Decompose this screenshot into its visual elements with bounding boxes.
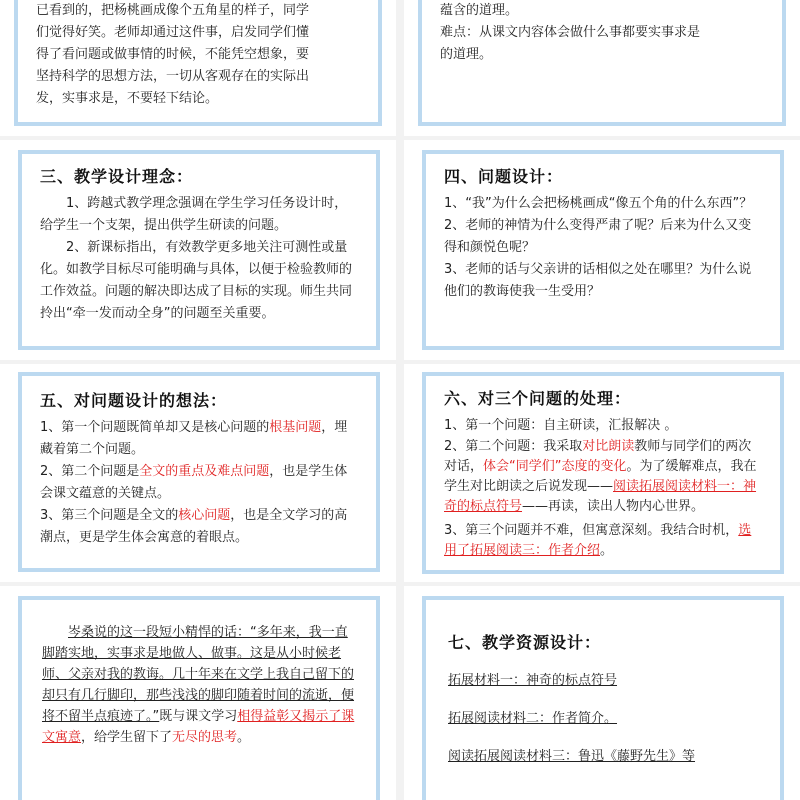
highlight-text: 阅读拓展阅读材料一：神奇的标点符号 [444, 479, 757, 514]
paragraph [444, 437, 762, 517]
slide-bottom-left [0, 586, 396, 800]
text-segment: 。 [600, 543, 614, 558]
card-top-right [418, 0, 786, 126]
slide-section-5 [0, 364, 396, 582]
text-line: 坚持科学的思想方法，一切从客观存在的实际出 [36, 69, 310, 84]
section-title: 三、教学设计理念： [40, 167, 194, 186]
section-title: 四、问题设计： [444, 167, 564, 186]
resource-item: 阅读拓展阅读材料三：鲁迅《藤野先生》等 [448, 749, 696, 764]
highlight-text: 选用了拓展阅读三：作者介绍 [444, 523, 752, 558]
paragraph [40, 461, 358, 505]
text-segment: 2、第二个问题：我采取 [444, 439, 583, 454]
card-section-5 [18, 372, 380, 572]
section-title: 六、对三个问题的处理： [444, 389, 632, 408]
paragraph: 2、新课标指出，有效教学更多地关注可测性或量化。如教学目标尽可能明确与具体，以便于检验教师的工作效益。问题的解决即达成了目标的实现。师生共同拎出“牵一发而动全身”的问题至关重要。 [40, 240, 353, 321]
text-segment: 。为了缓解难点，我在学生对比朗读之后说发现—— [444, 459, 757, 494]
text-segment: 1、第一个问题既简单却又是核心问题的 [40, 420, 270, 435]
card-section-3 [18, 150, 380, 350]
paragraph: 1、跨越式教学理念强调在学生学习任务设计时，给学生一个支架，提出供学生研读的问题。 [40, 196, 348, 233]
highlight-text: 全文的重点及难点问题 [139, 464, 270, 479]
slide-top-right [404, 0, 800, 136]
text-segment: 3、第三个问题并不难，但寓意深刻。我结合时机， [444, 523, 739, 538]
highlight-text: 相得益彰又揭示了课文寓意 [42, 709, 355, 745]
text-line: 的道理。 [440, 47, 493, 62]
highlight-text: 对比朗读 [582, 439, 635, 454]
paragraph [40, 505, 358, 549]
slide-section-7 [404, 586, 800, 800]
quote-text: 岑桑说的这一段短小精悍的话：“多年来，我一直脚踏实地，实事求是地做人、做事。这是从小时候老师、父亲对我的教诲。几十年来在文学上我自己留下的却只有几行脚印，那些浅浅的脚印随着时间的流逝，便将不留半点痕迹了。” [42, 625, 355, 724]
text-segment: 教师与同学们的两次对话， [444, 439, 752, 474]
card-section-4 [422, 150, 784, 350]
text-line: 已看到的，把杨桃画成像个五角星的样子，同学 [36, 3, 310, 18]
slide-top-left [0, 0, 396, 136]
card-bottom-left [18, 596, 380, 800]
resource-item: 拓展材料一：神奇的标点符号 [448, 673, 618, 688]
card-section-7 [422, 596, 784, 800]
resource-item: 拓展阅读材料二：作者简介。 [448, 711, 618, 726]
paragraph [444, 521, 762, 561]
card-section-6 [422, 372, 784, 574]
slide-section-6 [404, 364, 800, 582]
section-title: 七、教学资源设计： [448, 633, 602, 652]
question: 2、老师的神情为什么变得严肃了呢？后来为什么又变得和颜悦色呢？ [444, 218, 752, 255]
slide-section-4 [404, 140, 800, 360]
highlight-text: 根基问题 [269, 420, 322, 435]
text-segment: 。 [237, 730, 251, 745]
text-line: 蕴含的道理。 [440, 3, 519, 18]
text-segment: ，埋藏着第二个问题。 [40, 420, 348, 457]
highlight-text: 无尽的思考 [172, 730, 238, 745]
paragraph [40, 417, 358, 461]
text-line: 得了看问题或做事情的时候，不能凭空想象，要 [36, 47, 310, 62]
card-top-left [14, 0, 382, 126]
text-segment: 3、第三个问题是全文的 [40, 508, 179, 523]
section-title: 五、对问题设计的想法： [40, 391, 228, 410]
text-segment: ，也是全文学习的高潮点，更是学生体会寓意的着眼点。 [40, 508, 348, 545]
paragraph: 1、第一个问题：自主研读，汇报解决 。 [444, 418, 678, 433]
text-segment: 既与课文学习 [159, 709, 238, 724]
highlight-text: 核心问题 [178, 508, 231, 523]
text-segment: ——再读，读出人物内心世界。 [522, 499, 705, 514]
quote-paragraph [42, 622, 356, 748]
highlight-text: 体会“同学们”态度的变化 [483, 459, 627, 474]
text-line: 发，实事求是，不要轻下结论。 [36, 91, 219, 106]
text-line: 们觉得好笑。老师却通过这件事，启发同学们懂 [36, 25, 310, 40]
text-line: 难点：从课文内容体会做什么事都要实事求是 [440, 25, 701, 40]
question: 1、“我”为什么会把杨桃画成“像五个角的什么东西”？ [444, 196, 753, 211]
slide-section-3 [0, 140, 396, 360]
text-segment: ，给学生留下了 [81, 730, 173, 745]
question: 3、老师的话与父亲讲的话相似之处在哪里？为什么说他们的教诲使我一生受用？ [444, 262, 752, 299]
text-segment: 2、第二个问题是 [40, 464, 140, 479]
text-segment: ，也是学生体会课文蕴意的关键点。 [40, 464, 348, 501]
